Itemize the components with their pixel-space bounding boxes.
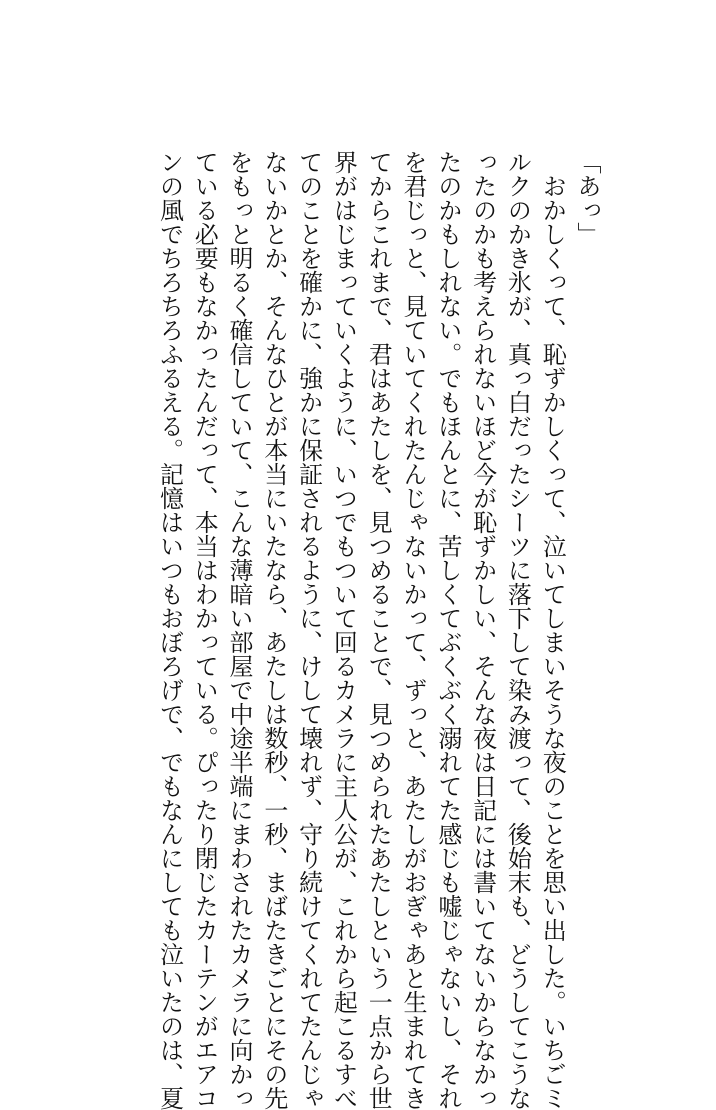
text-line-11: をもっと明るく確信していて、こんな薄暗い部屋で中途半端にまわされたカメラに向かっ bbox=[225, 150, 254, 1110]
text-line-1: 「あっ」 bbox=[573, 150, 601, 246]
text-line-8: 界がはじまっていくように、いつでもついて回るカメラに主人公が、これから起こるすべ bbox=[329, 150, 358, 1110]
text-line-9: てのことを確かに、強かに保証されるように、けして壊れず、守り続けてくれてたんじゃ bbox=[294, 150, 323, 1110]
text-line-4: ったのかも考えられないほど今が恥ずかしい、そんな夜は日記には書いてないからなかっ bbox=[468, 150, 497, 1110]
text-line-7: てからこれまで、君はあたしを、見つめることで、見つめられたあたしという一点から世 bbox=[364, 150, 393, 1110]
text-line-10: ないかとか、そんなひとが本当にいたなら、あたしは数秒、一秒、まばたきごとにその先 bbox=[259, 150, 288, 1110]
text-line-12: ている必要もなかったんだって、本当はわかっている。ぴったり閉じたカーテンがエアコ bbox=[190, 150, 219, 1110]
text-line-3: ルクのかき氷が、真っ白だったシーツに落下して染み渡って、後始末も、どうしてこうな bbox=[503, 150, 532, 1110]
text-line-2: おかしくって、恥ずかしくって、泣いてしまいそうな夜のことを思い出した。いちごミ bbox=[538, 150, 567, 1110]
text-line-6: を君じっと、見ていてくれたんじゃないかって、ずっと、あたしがおぎゃあと生まれてき bbox=[399, 150, 428, 1110]
vertical-text-block bbox=[152, 150, 604, 1110]
text-line-13: ンの風でちろちろふるえる。記憶はいつもおぼろげで、でもなんにしても泣いたのは、夏 bbox=[155, 150, 184, 1110]
text-line-5: たのかもしれない。でもほんとに、苦しくてぶくぶく溺れてた感じも嘘じゃないし、それ bbox=[433, 150, 462, 1110]
